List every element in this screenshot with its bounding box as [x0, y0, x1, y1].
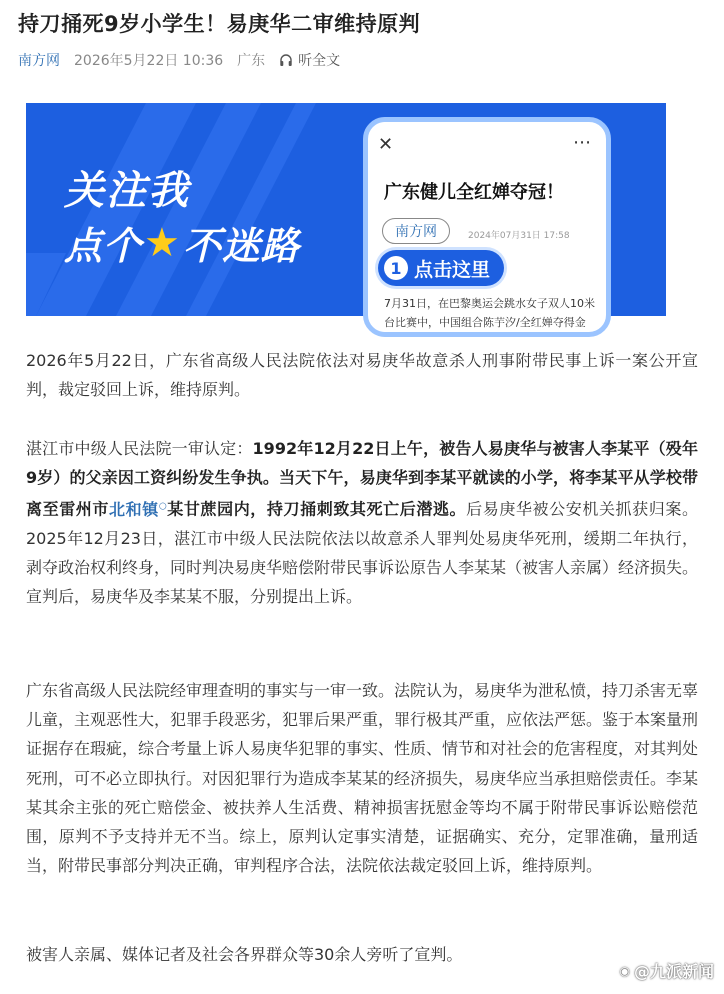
place-name: 北和镇	[109, 499, 159, 519]
p2-facts-end: 某甘蔗园内，持刀捅刺致其死亡后潜逃。	[167, 499, 467, 519]
cta-right: 不迷路	[182, 224, 300, 268]
phone-date: 2024年07月31日 17:58	[468, 231, 570, 241]
more-icon: ⋯	[573, 132, 592, 153]
close-icon: ✕	[378, 134, 394, 155]
publish-date: 2026年5月22日 10:36	[74, 53, 224, 69]
banner-follow-text: 关注我	[64, 168, 190, 214]
listen-button[interactable]	[279, 50, 340, 70]
p2-rest: 后易庚华被公安机关抓获归案。2025年12月23日，湛江市中级人民法院依法以故意杀人罪判处易庚华死刑，缓期二年执行，剥夺政治权利终身，同时判决易庚华赔偿附带民事诉讼原告人李某某（被害人亲属）经济损失。宣判后，易庚华及李某某不服，分别提出上诉。	[26, 499, 699, 607]
headphones-icon	[279, 53, 293, 67]
watermark	[620, 959, 715, 982]
article-meta	[18, 50, 340, 70]
phone-mockup	[363, 117, 611, 337]
paragraph-2	[26, 434, 698, 612]
p2-facts: 1992年12月22日上午，被告人易庚华与被害人李某平（殁年9岁）的父亲因工资纠纷发生争执。当天下午，易庚华到李某平就读的小学，将李某平从学校带离至雷州市	[26, 439, 698, 519]
watermark-text: @九派新闻	[633, 962, 714, 981]
source-link[interactable]: 南方网	[18, 53, 60, 69]
listen-label: 听全文	[298, 53, 341, 69]
paragraph-4: 被害人亲属、媒体记者及社会各界群众等30余人旁听了宣判。	[26, 945, 463, 964]
phone-headline: 广东健儿全红婵夺冠！	[384, 182, 564, 203]
phone-snippet: 7月31日，在巴黎奥运会跳水女子双人10米台比赛中，中国组合陈芋汐/全红婵夺得金	[384, 297, 595, 329]
tap-here-button[interactable]	[378, 250, 504, 286]
location-icon: ○	[158, 501, 168, 512]
place-link[interactable]	[109, 500, 167, 519]
cta-left: 点个	[64, 224, 143, 268]
phone-source-pill: 南方网	[382, 218, 450, 244]
paragraph-1: 2026年5月22日，广东省高级人民法院依法对易庚华故意杀人刑事附带民事上诉一案公开宣判，裁定驳回上诉，维持原判。	[26, 351, 698, 400]
step-number-badge: 1	[384, 256, 408, 280]
weibo-icon: ◉	[619, 963, 630, 978]
banner-cta-text	[64, 215, 300, 270]
region-label: 广东	[237, 53, 266, 69]
article-title: 持刀捅死9岁小学生！易庚华二审维持原判	[18, 12, 421, 36]
follow-banner[interactable]	[26, 103, 666, 329]
p2-intro: 湛江市中级人民法院一审认定：	[26, 439, 253, 458]
tap-here-label: 点击这里	[414, 258, 491, 281]
star-icon: ★	[144, 219, 181, 266]
paragraph-3: 广东省高级人民法院经审理查明的事实与一审一致。法院认为，易庚华为泄私愤，持刀杀害无辜儿童，主观恶性大，犯罪手段恶劣，犯罪后果严重，罪行极其严重，应依法严惩。鉴于本案量刑证据存在瑕疵，综合考量上诉人易庚华犯罪的事实、性质、情节和对社会的危害程度，对其判处死刑，可不必立即执行。对因犯罪行为造成李某某的经济损失，易庚华应当承担赔偿责任。李某某其余主张的死亡赔偿金、被扶养人生活费、精神损害抚慰金等均不属于附带民事诉讼赔偿范围，原判不予支持并无不当。综上，原判认定事实清楚，证据确实、充分，定罪准确，量刑适当，附带民事部分判决正确，审判程序合法，法院依法裁定驳回上诉，维持原判。	[26, 681, 699, 876]
